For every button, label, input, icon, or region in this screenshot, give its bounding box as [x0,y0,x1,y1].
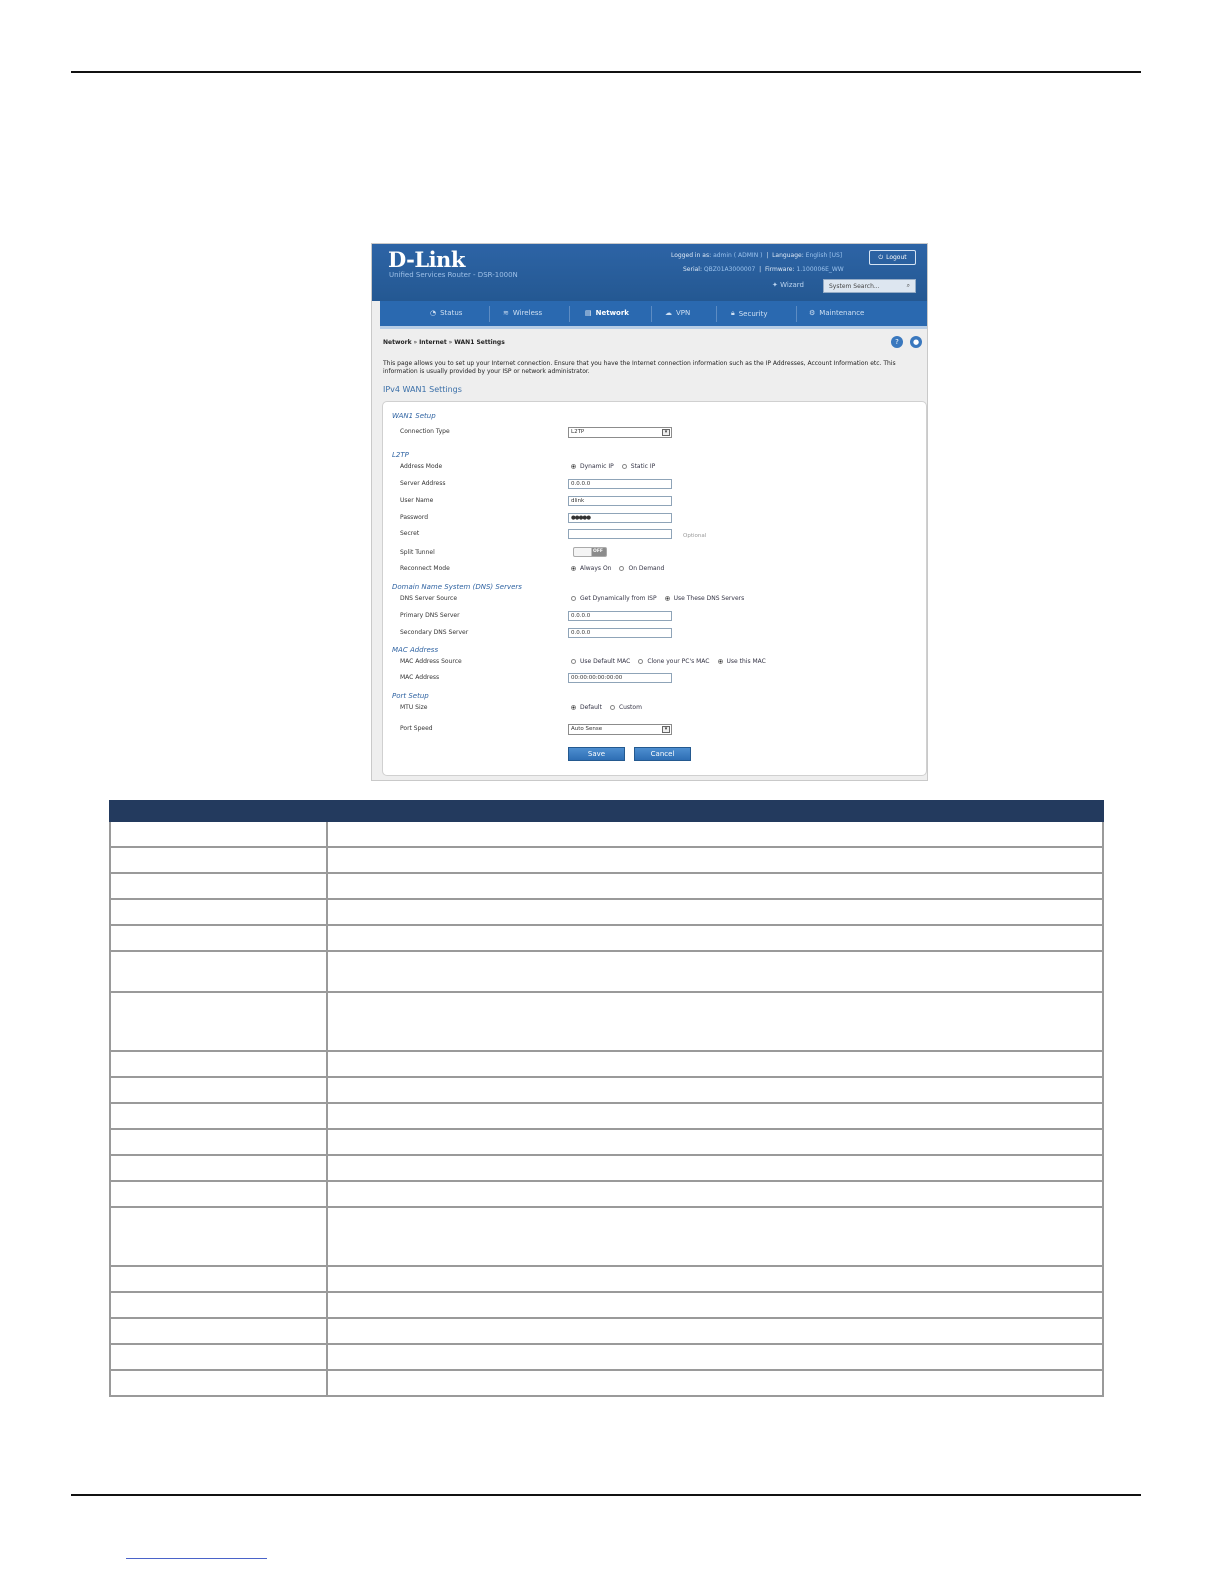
radio-label: Dynamic IP [580,463,614,470]
secret-label: Secret [400,530,420,537]
nav-network-label: Network [595,309,629,317]
table-header-cell [110,801,327,821]
table-cell [110,951,327,992]
language-label: Language: [772,252,804,259]
breadcrumb-network[interactable]: Network [383,339,412,346]
table-cell [110,992,327,1051]
serial-label: Serial: [683,266,702,273]
lock-icon: 🔒︎ [731,309,735,317]
table-row [110,1129,1103,1155]
radio-label: Clone your PC's MAC [647,658,710,665]
radio-dot [638,659,643,664]
table-row [110,1103,1103,1129]
split-tunnel-label: Split Tunnel [400,549,435,556]
primary-dns-input[interactable]: 0.0.0.0 [568,611,672,621]
firmware-value: 1.100006E_WW [796,266,844,273]
bottom-rule [71,1494,1141,1496]
device-info: Serial: QBZ01A3000007 | Firmware: 1.100006E_WW [683,266,844,273]
table-cell [110,1129,327,1155]
table-cell [327,899,1103,925]
table-cell [327,1051,1103,1077]
table-cell [110,1292,327,1318]
radio-dot [619,566,624,571]
table-row [110,951,1103,992]
description-table [109,800,1104,1397]
table-cell [110,1051,327,1077]
gear-icon: ⚙ [809,309,816,317]
logged-in-info: Logged in as: admin ( ADMIN ) | Language: English [US] [671,252,843,259]
table-cell [327,821,1103,847]
server-address-input[interactable]: 0.0.0.0 [568,479,672,489]
table-row [110,1051,1103,1077]
radio-dynamic-ip[interactable] [571,463,614,470]
logged-in-value: admin ( ADMIN ) [713,252,763,259]
radio-clone-mac[interactable] [638,658,709,665]
section-title: IPv4 WAN1 Settings [383,385,462,394]
table-cell [327,1155,1103,1181]
user-name-input[interactable]: dlink [568,496,672,506]
table-row [110,1292,1103,1318]
table-cell [110,1077,327,1103]
logout-button[interactable] [869,250,916,265]
table-cell [110,873,327,899]
footer-link-underline[interactable] [126,1558,267,1559]
radio-label: Custom [618,704,642,711]
radio-label: Always On [580,565,612,572]
logout-label: Logout [886,254,907,261]
dns-heading: Domain Name System (DNS) Servers [392,583,522,591]
radio-default-mac[interactable] [571,658,630,665]
user-name-label: User Name [400,497,434,504]
radio-mtu-custom[interactable] [610,704,642,711]
table-cell [327,1318,1103,1344]
address-mode-label: Address Mode [400,463,443,470]
password-input[interactable]: ●●●●● [568,513,672,523]
mac-source-radios [571,658,766,665]
table-cell [110,1103,327,1129]
connection-type-label: Connection Type [400,428,450,435]
radio-dot [571,596,576,601]
table-cell [327,1181,1103,1207]
mtu-label: MTU Size [400,704,428,711]
table-cell [327,873,1103,899]
router-screenshot [371,243,928,781]
table-row [110,1266,1103,1292]
search-placeholder: System Search... [829,282,880,290]
settings-card [382,401,927,776]
search-icon: ⌕ [906,282,910,289]
port-speed-label: Port Speed [400,725,433,732]
radio-static-ip[interactable] [622,463,655,470]
table-header-cell [327,801,1103,821]
breadcrumb-wan1: WAN1 Settings [454,339,505,346]
help-icon[interactable]: ? [891,336,903,348]
radio-label: Get Dynamically from ISP [580,595,657,602]
radio-dot [571,464,576,469]
table-cell [110,821,327,847]
dns-source-radios [571,595,744,602]
gauge-icon: ◔ [430,309,437,317]
nav-vpn[interactable] [665,309,690,317]
primary-dns-label: Primary DNS Server [400,612,460,619]
table-cell [327,1207,1103,1266]
nav-separator [796,306,797,322]
nav-wireless[interactable] [503,309,542,317]
table-row [110,1318,1103,1344]
main-nav [380,301,927,329]
table-cell [327,1292,1103,1318]
wizard-link[interactable] [772,281,804,289]
product-name: Unified Services Router - DSR-1000N [389,271,518,279]
nav-separator [489,306,490,322]
table-cell [110,925,327,951]
radio-dot [571,566,576,571]
nav-separator [569,306,570,322]
table-row [110,1344,1103,1370]
radio-label: Use Default MAC [580,658,631,665]
port-speed-value: Auto Sense [571,726,603,732]
chevron-down-icon: ▾ [662,429,670,436]
table-row [110,1181,1103,1207]
radio-dot [718,659,723,664]
system-search-input[interactable] [823,279,916,293]
table-cell [110,1318,327,1344]
info-icon[interactable]: ● [910,336,922,348]
reconnect-mode-label: Reconnect Mode [400,565,450,572]
table-cell [327,925,1103,951]
save-button[interactable]: Save [568,747,625,761]
language-value[interactable]: English [US] [805,252,843,259]
radio-label: Use this MAC [726,658,766,665]
radio-mtu-default[interactable] [571,704,602,711]
table-row [110,821,1103,847]
nav-security-label: Security [738,309,768,318]
table-cell [110,1181,327,1207]
logged-in-label: Logged in as: [671,252,712,259]
breadcrumb-internet[interactable]: Internet [419,339,447,346]
table-cell [110,1370,327,1396]
router-header [372,244,927,301]
port-speed-select[interactable] [568,724,672,735]
wizard-label: Wizard [780,281,804,289]
table-cell [327,951,1103,992]
connection-type-value: L2TP [571,429,585,435]
table-cell [110,1155,327,1181]
dlink-logo: D-Link [388,247,465,272]
wan-setup-heading: WAN1 Setup [392,412,436,420]
radio-dot [610,705,615,710]
power-icon: ⏻ [878,253,884,261]
table-cell [327,1129,1103,1155]
radio-dns-custom[interactable] [665,595,745,602]
l2tp-heading: L2TP [392,451,409,459]
radio-dns-isp[interactable] [571,595,657,602]
table-cell [327,1077,1103,1103]
breadcrumb [383,339,505,346]
nav-separator [651,306,652,322]
table-cell [327,1344,1103,1370]
radio-on-demand[interactable] [619,565,664,572]
table-row [110,1077,1103,1103]
radio-always-on[interactable] [571,565,611,572]
nav-vpn-label: VPN [676,309,691,317]
cancel-button[interactable]: Cancel [634,747,691,761]
mac-heading: MAC Address [392,646,439,654]
radio-label: Use These DNS Servers [673,595,745,602]
breadcrumb-sep: » [448,339,455,346]
radio-dot [665,596,670,601]
cloud-icon: ☁ [665,309,672,317]
nav-separator [716,306,717,322]
radio-label: Default [580,704,602,711]
radio-this-mac[interactable] [718,658,766,665]
radio-dot [571,659,576,664]
optional-hint: Optional [683,533,707,539]
radio-dot [622,464,627,469]
password-label: Password [400,514,429,521]
secondary-dns-label: Secondary DNS Server [400,629,469,636]
nav-maintenance-label: Maintenance [819,309,865,317]
nav-status-label: Status [440,309,463,317]
secret-input[interactable] [568,529,672,539]
table-cell [110,1344,327,1370]
table-header [110,801,1103,821]
chevron-down-icon: ▾ [662,726,670,733]
radio-label: On Demand [628,565,665,572]
table-cell [327,992,1103,1051]
table-row [110,1155,1103,1181]
table-cell [327,1266,1103,1292]
mtu-radios [571,704,642,711]
radio-dot [571,705,576,710]
nav-maintenance[interactable] [809,309,864,317]
nav-wireless-label: Wireless [512,309,543,317]
table-row [110,925,1103,951]
table-row [110,1370,1103,1396]
firmware-label: Firmware: [765,266,795,273]
table-cell [110,1266,327,1292]
nav-security[interactable] [731,309,767,318]
mac-address-label: MAC Address [400,674,440,681]
mac-source-label: MAC Address Source [400,658,462,665]
nav-network[interactable] [585,309,629,317]
address-mode-radios [571,463,655,470]
secondary-dns-input[interactable]: 0.0.0.0 [568,628,672,638]
server-address-label: Server Address [400,480,446,487]
table-cell [327,1103,1103,1129]
connection-type-select[interactable] [568,427,672,438]
page-intro: This page allows you to set up your Internet connection. Ensure that you have the Internet connection information such as the IP Addresses, Account Information etc. This information is usually provided by your ISP or network administrator. [383,360,896,375]
table-cell [110,847,327,873]
wifi-icon: ≋ [503,309,509,317]
table-cell [110,899,327,925]
network-icon: ▤ [585,309,592,317]
reconnect-mode-radios [571,565,664,572]
breadcrumb-sep: » [413,339,420,346]
serial-value: QBZ01A3000007 [703,266,756,273]
table-row [110,847,1103,873]
table-row [110,992,1103,1051]
table-row [110,899,1103,925]
radio-label: Static IP [630,463,656,470]
table-cell [327,1370,1103,1396]
table-cell [110,1207,327,1266]
toggle-state: OFF [593,549,603,554]
top-rule [71,71,1141,73]
table-row [110,873,1103,899]
dns-source-label: DNS Server Source [400,595,458,602]
port-setup-heading: Port Setup [392,692,429,700]
split-tunnel-toggle[interactable] [573,547,607,557]
table-row [110,1207,1103,1266]
nav-status[interactable] [430,309,462,317]
wand-icon: ✦ [772,281,778,289]
mac-address-input[interactable]: 00:00:00:00:00:00 [568,673,672,683]
table-cell [327,847,1103,873]
